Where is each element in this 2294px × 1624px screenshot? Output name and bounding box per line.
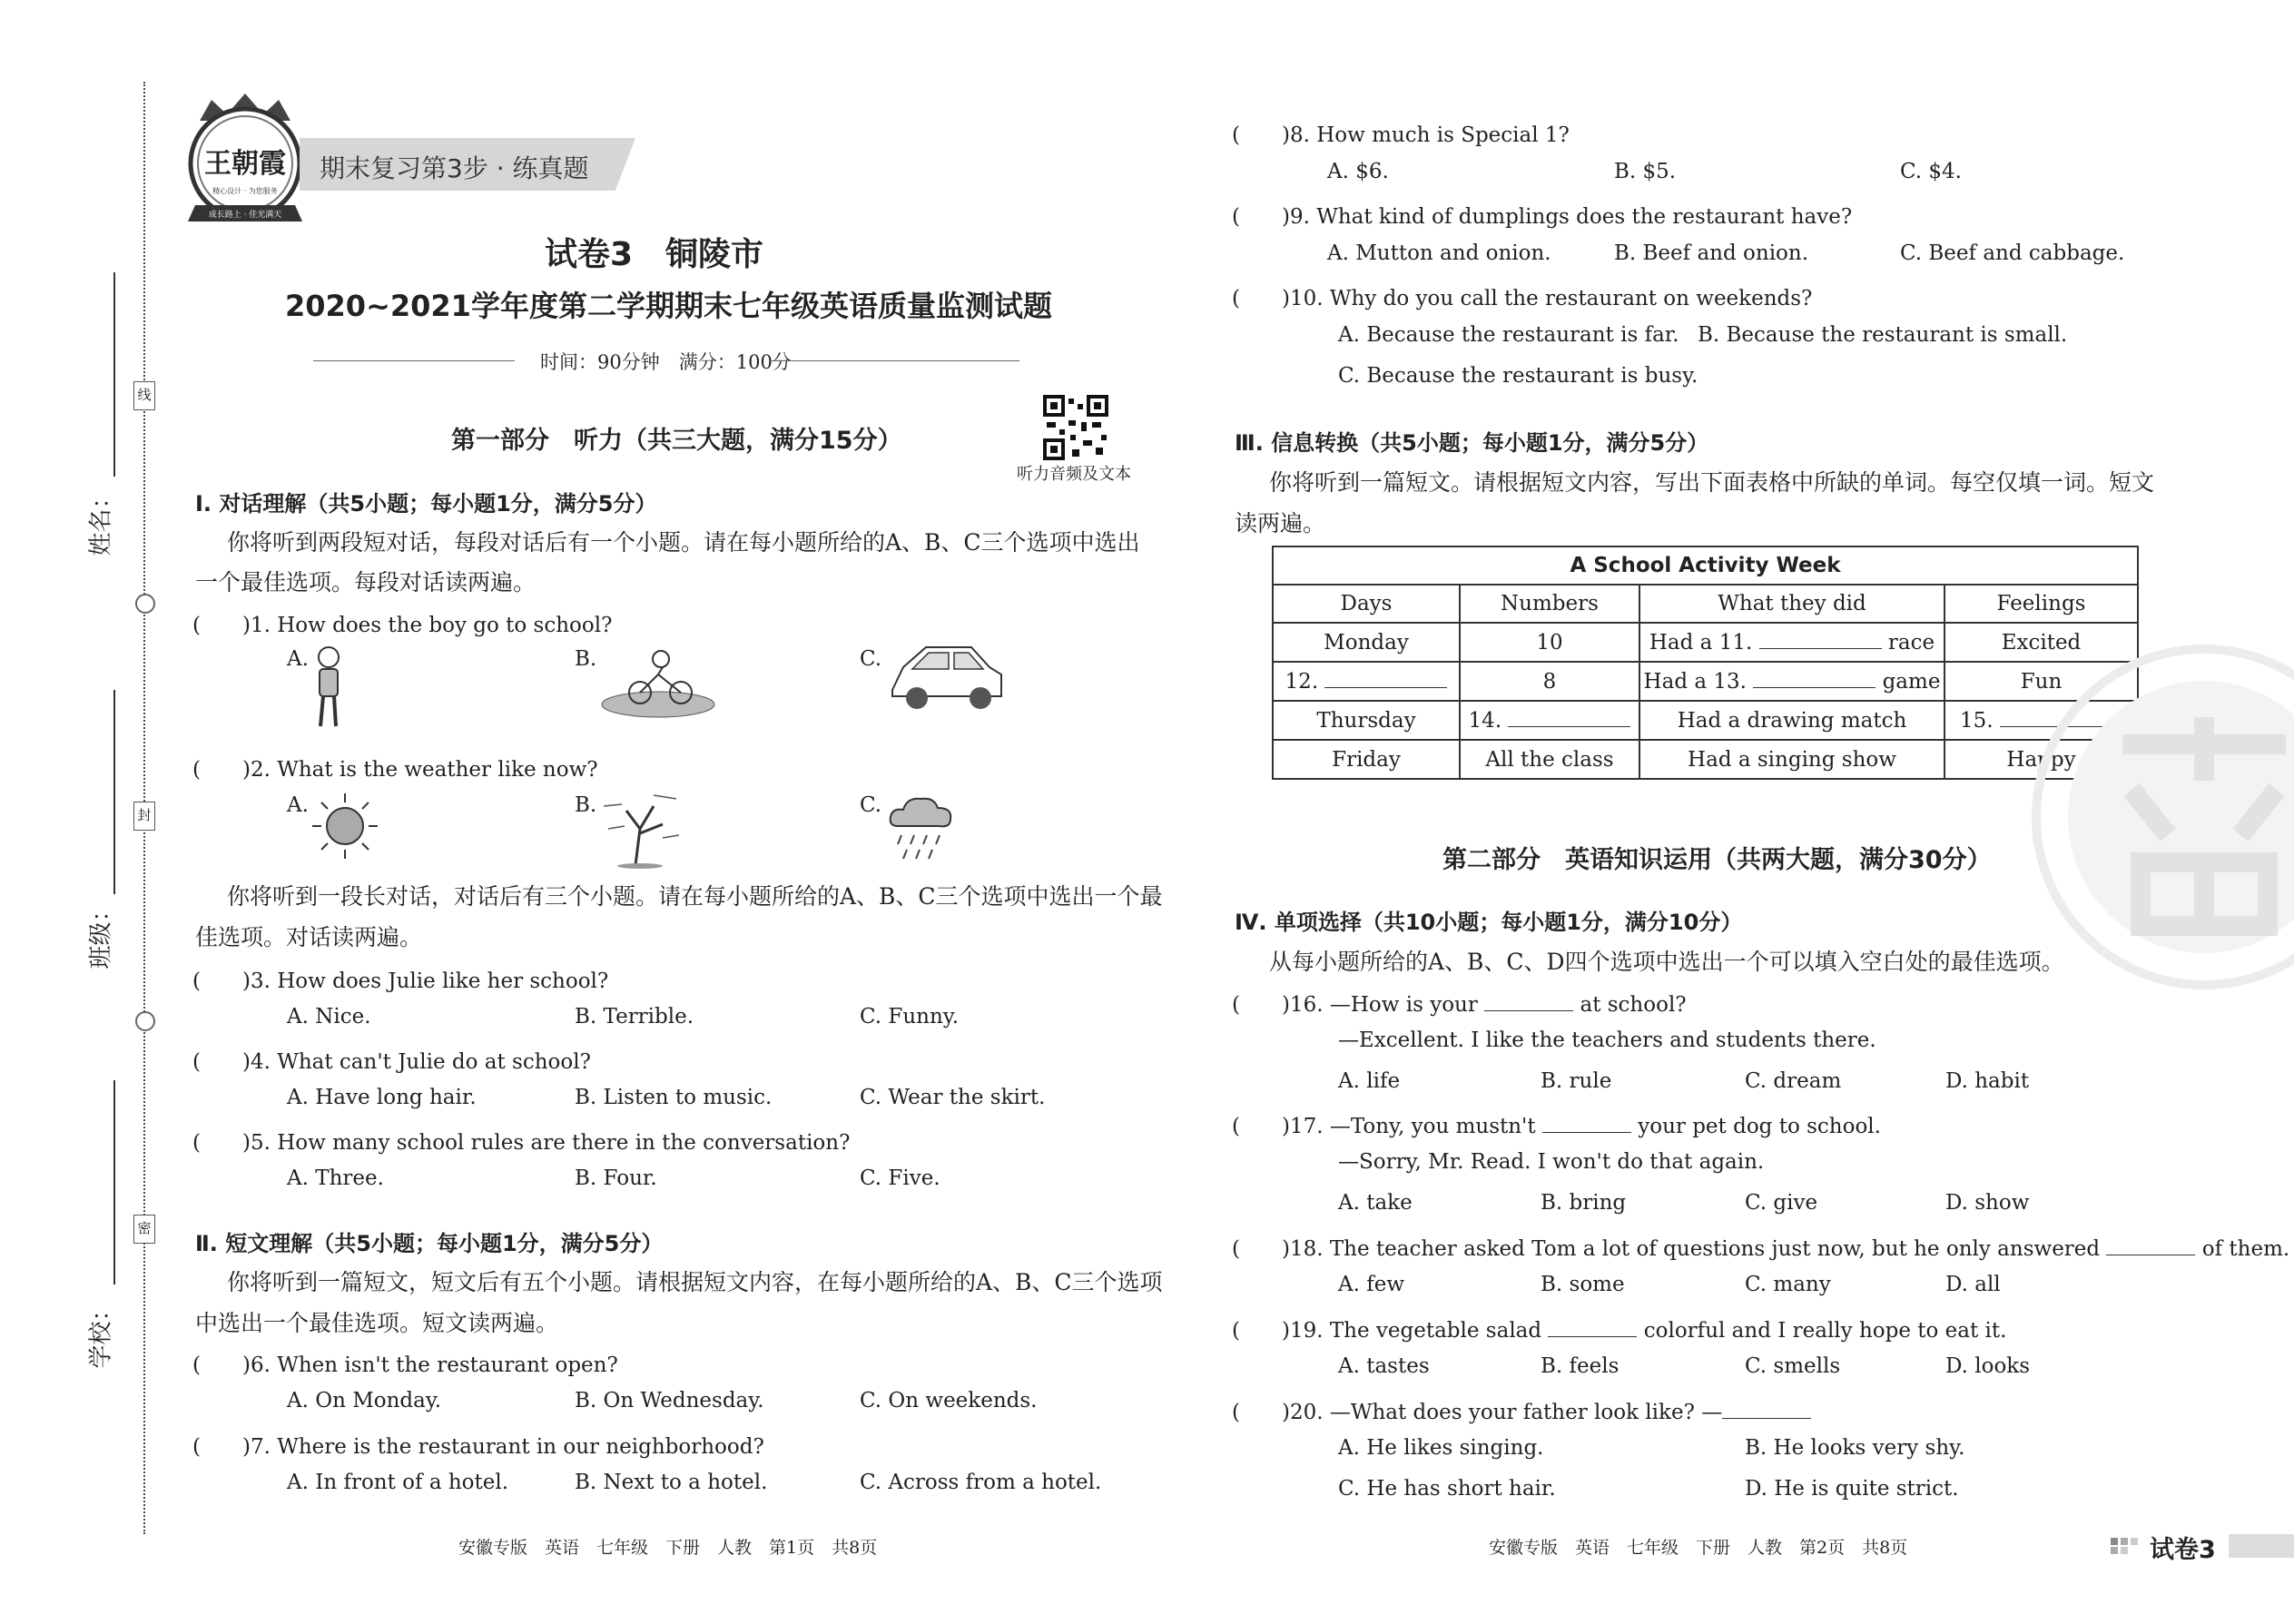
section1-instruction: 你将听到两段短对话，每段对话后有一个小题。请在每小题所给的A、B、C三个选项中选出 — [227, 529, 1140, 556]
cell-text: 12. — [1285, 670, 1319, 694]
footer-paper-tag: 试卷3 — [2150, 1536, 2216, 1564]
table-cell: Had a singing show — [1639, 740, 1944, 779]
question-stem: ( )8. How much is Special 1? — [1232, 123, 1570, 147]
option-a[interactable]: A. tastes — [1338, 1354, 1430, 1378]
option-a[interactable]: A. — [287, 647, 309, 671]
cell-text: race — [1887, 631, 1935, 655]
answer-blank-11[interactable] — [1759, 630, 1882, 649]
stem-text: of them. — [2201, 1237, 2290, 1261]
qr-caption: 听力音频及文本 — [1017, 465, 1131, 484]
question-stem — [1232, 988, 1687, 1018]
section3-instruction: 读两遍。 — [1235, 510, 1326, 536]
section2-heading: Ⅱ. 短文理解（共5小题；每小题1分，满分5分） — [195, 1231, 664, 1256]
option-d[interactable]: D. looks — [1945, 1354, 2031, 1378]
option-c[interactable]: C. give — [1745, 1191, 1818, 1215]
dialogue-line: —Sorry, Mr. Read. I won't do that again. — [1338, 1150, 1765, 1174]
option-c[interactable]: C. Five. — [860, 1166, 940, 1190]
option-d[interactable]: D. all — [1945, 1273, 2001, 1296]
windy-tree-icon — [599, 788, 681, 870]
kid-on-bike-icon — [599, 643, 717, 720]
option-a[interactable]: A. life — [1338, 1069, 1401, 1093]
table-header: Numbers — [1460, 585, 1639, 623]
option-b[interactable]: B. Beef and onion. — [1614, 241, 1809, 265]
option-b[interactable]: B. $5. — [1614, 160, 1677, 183]
answer-blank[interactable] — [1484, 992, 1573, 1011]
cell-text: Had a 11. — [1649, 631, 1753, 655]
section2-instruction: 中选出一个最佳选项。短文读两遍。 — [195, 1310, 559, 1336]
option-b[interactable]: B. Because the restaurant is small. — [1698, 323, 2068, 347]
page-title: 试卷3 铜陵市 — [545, 236, 764, 273]
answer-blank-12[interactable] — [1324, 669, 1447, 688]
answer-blank[interactable] — [2106, 1236, 2195, 1255]
school-label: 学校： — [87, 1297, 115, 1369]
option-b[interactable]: B. Next to a hotel. — [575, 1471, 768, 1494]
option-a[interactable]: A. $6. — [1327, 160, 1389, 183]
divider — [770, 360, 1019, 361]
option-c[interactable]: C. On weekends. — [860, 1389, 1038, 1412]
table-cell: 8 — [1460, 662, 1639, 701]
table-header: Days — [1273, 585, 1460, 623]
table-cell: All the class — [1460, 740, 1639, 779]
stem-text: ( )17. —Tony, you mustn't — [1232, 1115, 1536, 1138]
table-cell — [1639, 662, 1944, 701]
footer-left: 安徽专版 英语 七年级 下册 人教 第1页 共8页 — [458, 1538, 878, 1558]
option-c[interactable]: C. Beef and cabbage. — [1900, 241, 2125, 265]
table-cell: Fun — [1944, 662, 2138, 701]
option-d[interactable]: D. habit — [1945, 1069, 2030, 1093]
brand-slogan: 精心设计 · 为您服务 — [212, 187, 278, 195]
option-c[interactable]: C. many — [1745, 1273, 1831, 1296]
stem-text: ( )20. —What does your father look like? — — [1232, 1401, 1723, 1424]
option-b[interactable]: B. He looks very shy. — [1745, 1436, 1965, 1460]
option-a[interactable]: A. take — [1338, 1191, 1413, 1215]
section2-instruction: 你将听到一篇短文，短文后有五个小题。请根据短文内容，在每小题所给的A、B、C三个选项 — [227, 1269, 1163, 1295]
footer-right: 安徽专版 英语 七年级 下册 人教 第2页 共8页 — [1489, 1538, 1908, 1558]
option-b[interactable]: B. — [575, 793, 597, 817]
part1-heading: 第一部分 听力（共三大题，满分15分） — [451, 427, 902, 455]
question-stem — [1232, 1109, 1881, 1139]
brand-ribbon: 成长路上 · 佳光满天 — [208, 211, 282, 220]
option-c[interactable]: C. — [860, 647, 882, 671]
section3-heading: Ⅲ. 信息转换（共5小题；每小题1分，满分5分） — [1235, 430, 1709, 456]
option-b[interactable]: B. On Wednesday. — [575, 1389, 764, 1412]
binding-mark-line: 线 — [133, 381, 155, 410]
table-cell: Friday — [1273, 740, 1460, 779]
banner-text: 期末复习第3步 · 练真题 — [320, 153, 589, 183]
activity-table — [1272, 546, 2139, 780]
question-stem: ( )10. Why do you call the restaurant on weekends? — [1232, 287, 1813, 310]
option-c[interactable]: C. He has short hair. — [1338, 1477, 1556, 1501]
table-header: Feelings — [1944, 585, 2138, 623]
time-info: 时间：90分钟 满分：100分 — [540, 351, 792, 373]
question-stem — [1232, 1232, 2289, 1262]
name-line[interactable] — [113, 272, 115, 477]
option-b[interactable]: B. feels — [1541, 1354, 1620, 1378]
option-a[interactable]: A. In front of a hotel. — [287, 1471, 509, 1494]
name-label: 姓名： — [87, 485, 115, 556]
option-c[interactable]: C. Across from a hotel. — [860, 1471, 1102, 1494]
option-c[interactable]: C. dream — [1745, 1069, 1842, 1093]
option-b[interactable]: B. Terrible. — [575, 1005, 694, 1029]
brand-name: 王朝霞 — [204, 148, 286, 180]
option-a[interactable]: A. He likes singing. — [1338, 1436, 1544, 1460]
section1-instruction: 一个最佳选项。每段对话读两遍。 — [195, 569, 537, 595]
cell-text: game — [1882, 670, 1941, 694]
class-label: 班级： — [87, 898, 115, 969]
cell-text: 14. — [1468, 709, 1502, 733]
section1-instruction: 佳选项。对话读两遍。 — [195, 924, 423, 950]
cell-text: Had a 13. — [1643, 670, 1747, 694]
stem-text: ( )16. —How is your — [1232, 993, 1478, 1017]
question-stem: ( )9. What kind of dumplings does the restaurant have? — [1232, 205, 1853, 229]
section4-heading: Ⅳ. 单项选择（共10小题；每小题1分，满分10分） — [1235, 910, 1743, 935]
answer-blank[interactable] — [1722, 1400, 1811, 1419]
option-b[interactable]: B. some — [1541, 1273, 1625, 1296]
walking-boy-icon — [309, 645, 350, 735]
option-b[interactable]: B. Listen to music. — [575, 1086, 773, 1109]
table-cell: Had a drawing match — [1639, 701, 1944, 740]
footer-tab-bg — [2229, 1534, 2294, 1558]
question-stem: ( )3. How does Julie like her school? — [192, 969, 609, 993]
table-cell — [1460, 701, 1639, 740]
option-b[interactable]: B. — [575, 647, 597, 671]
dialogue-line: —Excellent. I like the teachers and students there. — [1338, 1029, 1876, 1052]
option-a[interactable]: A. On Monday. — [287, 1389, 442, 1412]
option-a[interactable]: A. Have long hair. — [287, 1086, 477, 1109]
school-line[interactable] — [113, 1080, 115, 1284]
divider — [313, 360, 515, 361]
option-b[interactable]: B. Four. — [575, 1166, 657, 1190]
section1-instruction: 你将听到一段长对话，对话后有三个小题。请在每小题所给的A、B、C三个选项中选出一个最 — [227, 883, 1163, 910]
brand-logo — [177, 89, 313, 230]
option-a[interactable]: A. few — [1338, 1273, 1405, 1296]
table-cell: Excited — [1944, 623, 2138, 662]
binding-hole — [135, 1011, 155, 1031]
option-d[interactable]: D. show — [1945, 1191, 2030, 1215]
cell-text: 15. — [1960, 709, 1994, 733]
answer-blank[interactable] — [1548, 1318, 1637, 1337]
rain-cloud-icon — [885, 788, 958, 870]
question-stem: ( )1. How does the boy go to school? — [192, 614, 613, 637]
option-c[interactable]: C. Funny. — [860, 1005, 960, 1029]
stem-text: ( )18. The teacher asked Tom a lot of questions just now, but he only answered — [1232, 1237, 2101, 1261]
option-b[interactable]: B. rule — [1541, 1069, 1612, 1093]
footer-squares-icon — [2111, 1534, 2138, 1556]
table-cell: 10 — [1460, 623, 1639, 662]
stem-text: your pet dog to school. — [1638, 1115, 1881, 1138]
qr-code[interactable] — [1043, 395, 1108, 460]
stem-text: at school? — [1580, 993, 1687, 1017]
answer-blank[interactable] — [1542, 1114, 1631, 1133]
sun-icon — [309, 790, 381, 862]
binding-hole — [135, 594, 155, 614]
question-stem — [1232, 1314, 2006, 1343]
answer-blank-14[interactable] — [1508, 708, 1630, 727]
table-cell — [1639, 623, 1944, 662]
option-a[interactable]: A. Mutton and onion. — [1327, 241, 1551, 265]
table-header: What they did — [1639, 585, 1944, 623]
section4-instruction: 从每小题所给的A、B、C、D四个选项中选出一个可以填入空白处的最佳选项。 — [1269, 949, 2064, 975]
option-a[interactable]: A. Because the restaurant is far. — [1338, 323, 1679, 347]
option-c[interactable]: C. $4. — [1900, 160, 1962, 183]
option-d[interactable]: D. He is quite strict. — [1745, 1477, 1959, 1501]
question-stem: ( )7. Where is the restaurant in our neighborhood? — [192, 1435, 764, 1459]
car-icon — [885, 640, 1008, 714]
option-c[interactable]: C. Wear the skirt. — [860, 1086, 1046, 1109]
option-a[interactable]: A. Nice. — [287, 1005, 371, 1029]
question-stem: ( )2. What is the weather like now? — [192, 758, 598, 782]
section3-instruction: 你将听到一篇短文。请根据短文内容，写出下面表格中所缺的单词。每空仅填一词。短文 — [1269, 469, 2155, 496]
question-stem: ( )6. When isn't the restaurant open? — [192, 1353, 618, 1377]
stem-text: colorful and I really hope to eat it. — [1643, 1319, 2007, 1343]
option-c[interactable]: C. smells — [1745, 1354, 1841, 1378]
table-cell — [1273, 662, 1460, 701]
page-subtitle: 2020~2021学年度第二学期期末七年级英语质量监测试题 — [285, 289, 1052, 323]
table-cell: Monday — [1273, 623, 1460, 662]
question-stem: ( )5. How many school rules are there in the conversation? — [192, 1131, 851, 1155]
question-stem — [1232, 1395, 1811, 1425]
binding-mark-seal: 封 — [133, 802, 155, 831]
answer-blank-13[interactable] — [1753, 669, 1876, 688]
table-cell: Happy — [1944, 740, 2138, 779]
table-cell: Thursday — [1273, 701, 1460, 740]
option-c[interactable]: C. Because the restaurant is busy. — [1338, 364, 1698, 388]
option-b[interactable]: B. bring — [1541, 1191, 1627, 1215]
table-title: A School Activity Week — [1273, 546, 2138, 585]
binding-mark-secret: 密 — [133, 1215, 155, 1244]
stem-text: ( )19. The vegetable salad — [1232, 1319, 1542, 1343]
question-stem: ( )4. What can't Julie do at school? — [192, 1050, 591, 1074]
section1-heading: Ⅰ. 对话理解（共5小题；每小题1分，满分5分） — [195, 491, 657, 517]
class-line[interactable] — [113, 690, 115, 894]
option-a[interactable]: A. Three. — [287, 1166, 384, 1190]
option-a[interactable]: A. — [287, 793, 309, 817]
part2-heading: 第二部分 英语知识运用（共两大题，满分30分） — [1442, 846, 1992, 874]
option-c[interactable]: C. — [860, 793, 882, 817]
